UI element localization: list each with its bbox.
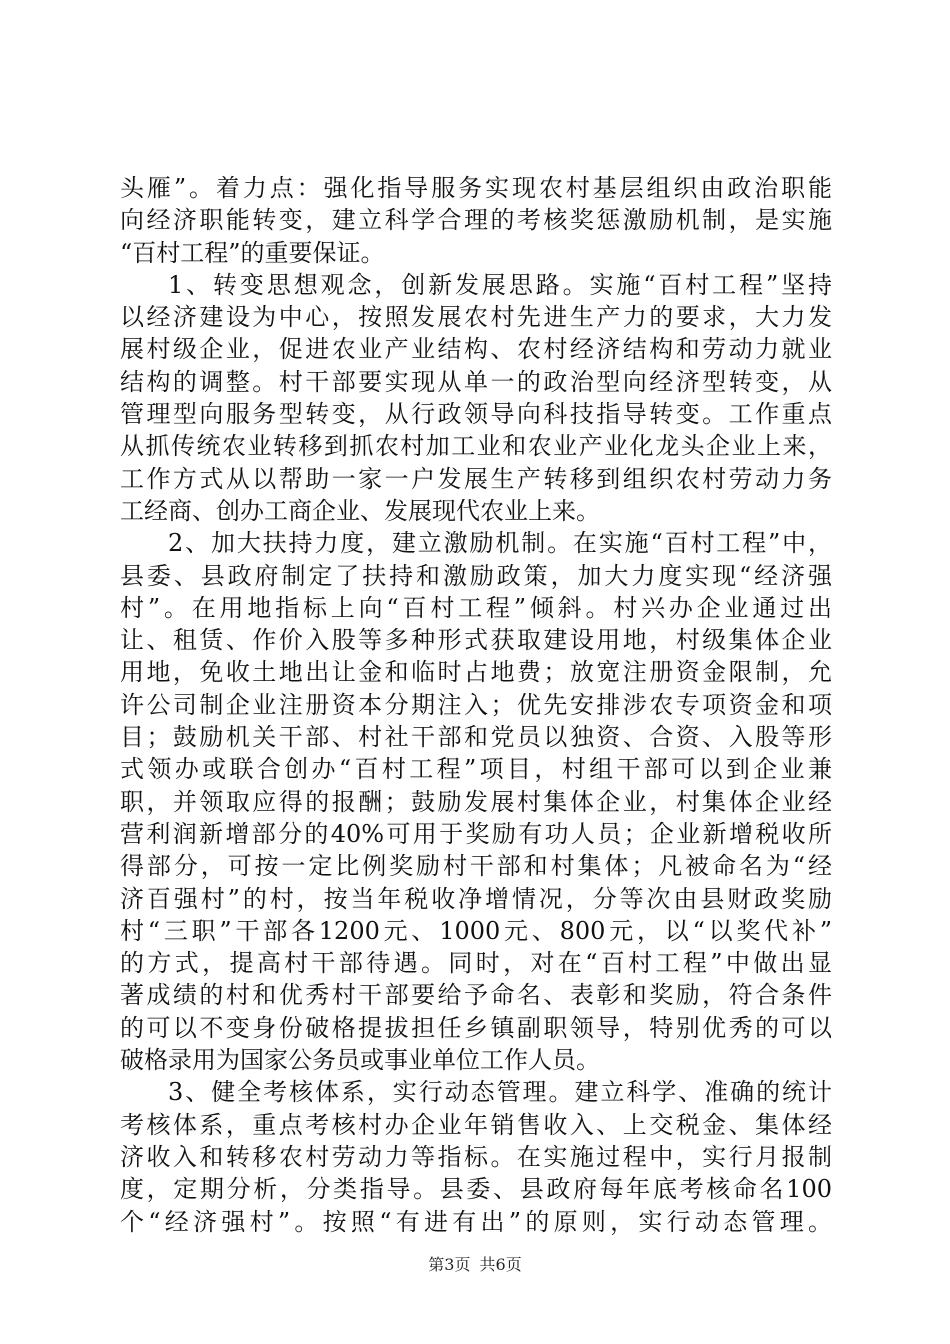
- text-line: 的方式，提高村干部待遇。同时，对在“百村工程”中做出显: [120, 949, 832, 978]
- text-line: 1、转变思想观念，创新发展思路。实施“百村工程”坚持: [168, 270, 832, 299]
- text-line: 2、加大扶持力度，建立激励机制。在实施“百村工程”中，: [168, 529, 832, 558]
- text-line: 目；鼓励机关干部、村社干部和党员以独资、合资、入股等形: [120, 723, 832, 752]
- document-body: [120, 172, 832, 1238]
- text-line: 管理型向服务型转变，从行政领导向科技指导转变。工作重点: [120, 400, 832, 429]
- text-line: 3、健全考核体系，实行动态管理。建立科学、准确的统计: [168, 1078, 832, 1107]
- text-line: 的可以不变身份破格提拔担任乡镇副职领导，特别优秀的可以: [120, 1013, 832, 1042]
- text-line: 著成绩的村和优秀村干部要给予命名、表彰和奖励，符合条件: [120, 981, 832, 1010]
- text-line: “百村工程”的重要保证。: [120, 238, 385, 267]
- text-line: 破格录用为国家公务员或事业单位工作人员。: [120, 1046, 600, 1075]
- text-line: 个“经济强村”。按照“有进有出”的原则，实行动态管理。: [120, 1207, 832, 1236]
- page-footer: [0, 1252, 950, 1275]
- text-line: 工作方式从以帮助一家一户发展生产转移到组织农村劳动力务: [120, 464, 832, 493]
- text-line: 考核体系，重点考核村办企业年销售收入、上交税金、集体经: [120, 1110, 832, 1139]
- text-line: 向经济职能转变，建立科学合理的考核奖惩激励机制，是实施: [120, 206, 832, 235]
- text-line: 从抓传统农业转移到抓农村加工业和农业产业化龙头企业上来，: [120, 432, 832, 461]
- text-line: 县委、县政府制定了扶持和激励政策，加大力度实现“经济强: [120, 561, 832, 590]
- text-line: 村”。在用地指标上向“百村工程”倾斜。村兴办企业通过出: [120, 593, 832, 622]
- text-line: 得部分，可按一定比例奖励村干部和村集体；凡被命名为“经: [120, 852, 832, 881]
- text-line: 村“三职”干部各1200元、1000元、800元，以“以奖代补”: [120, 916, 832, 945]
- text-line: 许公司制企业注册资本分期注入；优先安排涉农专项资金和项: [120, 690, 832, 719]
- page-number: 第3页: [428, 1255, 471, 1274]
- text-line: 度，定期分析，分类指导。县委、县政府每年底考核命名100: [120, 1175, 832, 1204]
- text-line: 营利润新增部分的40%可用于奖励有功人员；企业新增税收所: [120, 819, 832, 848]
- text-line: 让、租赁、作价入股等多种形式获取建设用地，村级集体企业: [120, 626, 832, 655]
- text-line: 式领办或联合创办“百村工程”项目，村组干部可以到企业兼: [120, 755, 832, 784]
- page-total: 共6页: [479, 1255, 522, 1274]
- text-line: 济百强村”的村，按当年税收净增情况，分等次由县财政奖励: [120, 884, 832, 913]
- text-line: 结构的调整。村干部要实现从单一的政治型向经济型转变，从: [120, 367, 832, 396]
- text-line: 以经济建设为中心，按照发展农村先进生产力的要求，大力发: [120, 303, 832, 332]
- text-line: 展村级企业，促进农业产业结构、农村经济结构和劳动力就业: [120, 335, 832, 364]
- text-line: 济收入和转移农村劳动力等指标。在实施过程中，实行月报制: [120, 1142, 832, 1171]
- text-line: 职，并领取应得的报酬；鼓励发展村集体企业，村集体企业经: [120, 787, 832, 816]
- text-line: 头雁”。着力点：强化指导服务实现农村基层组织由政治职能: [120, 174, 832, 202]
- text-line: 工经商、创办工商企业、发展现代农业上来。: [120, 496, 600, 525]
- text-line: 用地，免收土地出让金和临时占地费；放宽注册资金限制，允: [120, 658, 832, 687]
